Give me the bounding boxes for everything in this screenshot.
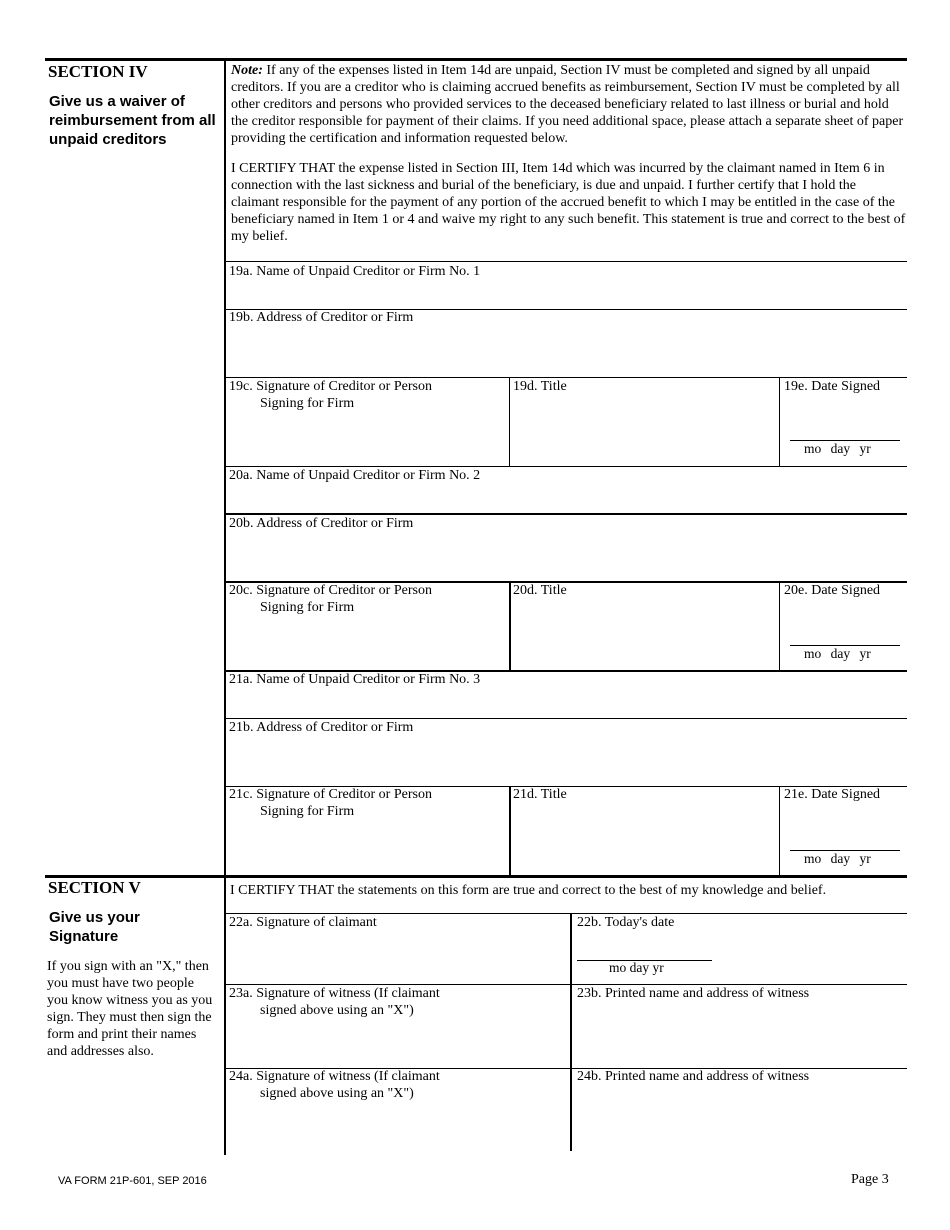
witness-1-name-label: 23b. Printed name and address of witness: [577, 986, 810, 1001]
creditor-1-signature-label: [229, 378, 432, 412]
creditor-3-date-field[interactable]: [790, 820, 900, 850]
section-iv-certification: I CERTIFY THAT the expense listed in Section III, Item 14d which was incurred by the claimant named in Item 6 in connection with the last sickness and burial of the beneficiary, is due and unpaid. I further certify that I hold the claimant responsible for the payment of any portion of the accrued benefit to which I may be entitled in the case of the beneficiary named in Item 1 or 4 and waive my right to any such benefit. This statement is true and correct to the best of my belief.: [231, 161, 906, 244]
creditor-3-address-field[interactable]: [226, 737, 907, 785]
witness-2-name-field[interactable]: [572, 1086, 907, 1151]
creditor-1-date-divider: [779, 377, 780, 466]
creditor-3-signature-field[interactable]: [226, 820, 508, 873]
creditor-2-signature-label-line1: 20c. Signature of Creditor or Person: [229, 583, 432, 598]
creditor-2-title-label: 20d. Title: [513, 583, 567, 598]
creditor-1-signature-label-line1: 19c. Signature of Creditor or Person: [229, 379, 432, 394]
section-divider-vertical: [224, 60, 226, 1155]
creditor-3-title-field[interactable]: [511, 804, 778, 873]
creditor-1-address-label: 19b. Address of Creditor or Firm: [229, 310, 414, 325]
creditor-2-mdy: mo day yr: [804, 646, 871, 661]
page-number: Page 3: [851, 1172, 889, 1187]
witness-1-name-field[interactable]: [572, 1003, 907, 1066]
section-iv-subtitle: Give us a waiver of reimbursement from all unpaid creditors: [49, 93, 216, 148]
todays-date-label: 22b. Today's date: [577, 915, 675, 930]
creditor-1-name-field[interactable]: [226, 280, 907, 308]
creditor-1-address-field[interactable]: [226, 327, 907, 376]
section-v-title: SECTION V: [48, 878, 141, 897]
creditor-3-signature-label: [229, 786, 432, 820]
section-v-subtitle: Give us your Signature: [49, 909, 140, 945]
creditor-2-signature-field[interactable]: [226, 616, 508, 668]
section-iv-top-rule: [45, 58, 907, 61]
witness-1-signature-field[interactable]: [226, 1020, 569, 1066]
todays-date-field[interactable]: [577, 932, 712, 960]
creditor-2-date-divider: [779, 582, 780, 670]
form-identifier: VA FORM 21P-601, SEP 2016: [58, 1175, 207, 1187]
section-v-certification: I CERTIFY THAT the statements on this form are true and correct to the best of my knowledge and belief.: [230, 883, 827, 898]
creditor-1-signature-field[interactable]: [226, 412, 508, 464]
creditor-1-date-field[interactable]: [790, 410, 900, 440]
creditor-2-signature-label-line2: Signing for Firm: [260, 600, 355, 615]
creditor-2-name-label: 20a. Name of Unpaid Creditor or Firm No. 2: [229, 468, 481, 483]
witness-1-signature-label-line1: 23a. Signature of witness (If claimant: [229, 986, 440, 1001]
todays-date-mdy: mo day yr: [609, 960, 664, 975]
creditor-2-address-field[interactable]: [226, 533, 907, 580]
section-iv-note: [231, 62, 907, 147]
witness-2-signature-field[interactable]: [226, 1103, 569, 1151]
creditor-3-title-label: 21d. Title: [513, 787, 567, 802]
note-label: Note:: [231, 63, 263, 78]
creditor-1-signature-label-line2: Signing for Firm: [260, 396, 355, 411]
creditor-1-title-field[interactable]: [510, 396, 778, 464]
creditor-3-name-field[interactable]: [226, 689, 907, 717]
creditor-3-date-divider: [779, 786, 780, 875]
creditor-3-address-label: 21b. Address of Creditor or Firm: [229, 720, 414, 735]
creditor-2-date-field[interactable]: [790, 615, 900, 645]
witness-2-signature-label-line1: 24a. Signature of witness (If claimant: [229, 1069, 440, 1084]
witness-2-signature-label-line2: signed above using an "X"): [260, 1086, 414, 1101]
claimant-signature-field[interactable]: [226, 932, 569, 983]
creditor-2-title-field[interactable]: [511, 600, 778, 668]
creditor-2-name-field[interactable]: [226, 485, 907, 512]
creditor-2-date-label: 20e. Date Signed: [784, 583, 881, 598]
creditor-1-name-label: 19a. Name of Unpaid Creditor or Firm No. 1: [229, 264, 481, 279]
claimant-signature-label: 22a. Signature of claimant: [229, 915, 377, 930]
creditor-2-signature-label: [229, 582, 432, 616]
creditor-1-mdy: mo day yr: [804, 441, 871, 456]
witness-2-name-label: 24b. Printed name and address of witness: [577, 1069, 810, 1084]
note-text: If any of the expenses listed in Item 14d are unpaid, Section IV must be completed and signed by all unpaid creditors. If you are a creditor who is claiming accrued benefits as reimbursement, Section IV must be completed by all other creditors and persons who provided services to the deceased beneficiary related to last illness or burial and hold the creditor responsible for payment of their claims. If you need additional space, please attach a separate sheet of paper providing the certification and information requested below.: [231, 63, 904, 146]
creditor-3-signature-label-line2: Signing for Firm: [260, 804, 355, 819]
creditor-1-date-label: 19e. Date Signed: [784, 379, 881, 394]
section-v-top-rule: [45, 875, 907, 878]
creditor-3-date-label: 21e. Date Signed: [784, 787, 881, 802]
section-iv-title: SECTION IV: [48, 62, 148, 81]
creditor-3-signature-label-line1: 21c. Signature of Creditor or Person: [229, 787, 432, 802]
witness-1-signature-label: [229, 985, 440, 1019]
creditor-2-address-label: 20b. Address of Creditor or Firm: [229, 516, 414, 531]
creditor-1-top-rule: [226, 261, 907, 262]
creditor-3-name-label: 21a. Name of Unpaid Creditor or Firm No. 3: [229, 672, 481, 687]
section-v-side-note: If you sign with an "X," then you must have two people you know witness you as you sign. They must then sign the form and print their names and addresses also.: [47, 959, 213, 1059]
creditor-1-title-label: 19d. Title: [513, 379, 567, 394]
creditor-3-mdy: mo day yr: [804, 851, 871, 866]
witness-2-signature-label: [229, 1068, 440, 1102]
witness-1-signature-label-line2: signed above using an "X"): [260, 1003, 414, 1018]
